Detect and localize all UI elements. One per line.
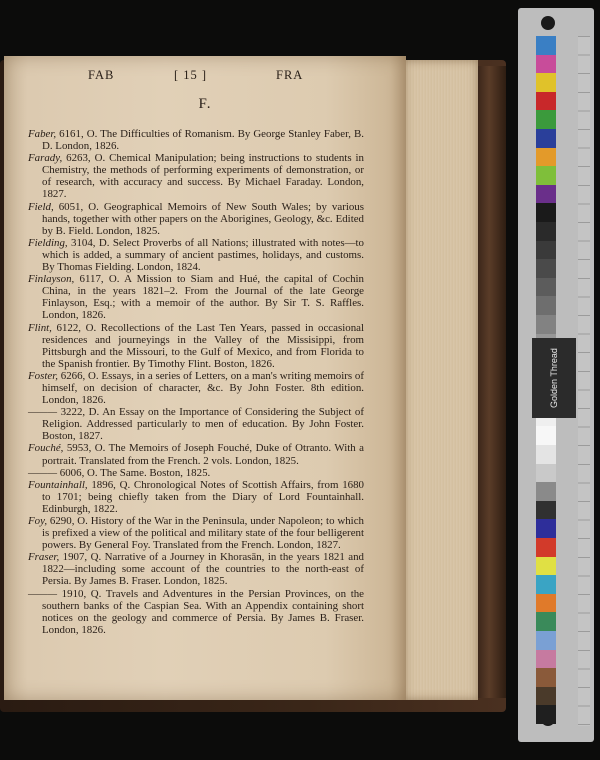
color-patch xyxy=(536,73,556,92)
color-patch xyxy=(536,650,556,669)
entry-description: 3104, D. Select Proverbs of all Nations; illustrated with notes—to which is added, a summary of ancient pastimes, holidays, and customs. By Thomas Fielding. London, 1824. xyxy=(42,236,364,274)
entry-author: ——— xyxy=(28,587,58,600)
catalogue-entry xyxy=(28,370,364,406)
entry-description: 1907, Q. Narrative of a Journey in Khorasān, in the years 1821 and 1822—including some account of the countries to the north-east of Persia. By James B. Fraser. London, 1825. xyxy=(42,551,364,588)
entry-description: 6122, O. Recollections of the Last Ten Years, passed in occasional residences and journeyings in the Valley of the Missisippi, from Pittsburgh and the Missouri, to the Gulf of Mexico, and from Florida to the Spanish frontier. By Timothy Flint. Boston, 1826. xyxy=(42,321,364,370)
color-patch xyxy=(536,129,556,148)
entry-author: ——— xyxy=(28,406,58,419)
entry-description: 3222, D. An Essay on the Importance of Considering the Subject of Religion. Addressed particularly to men of education. By John Foster. Boston, 1827. xyxy=(42,406,364,443)
catalogue-entries xyxy=(28,128,364,636)
color-patch xyxy=(536,278,556,297)
checker-label: Golden Thread xyxy=(532,338,576,418)
catalogue-entry xyxy=(28,273,364,321)
color-patch xyxy=(536,519,556,538)
running-head-right: FRA xyxy=(276,68,304,82)
entry-description: 6161, O. The Difficulties of Romanism. By George Stanley Faber, B. D. London, 1826. xyxy=(42,128,364,153)
entry-author: Foy, xyxy=(28,515,48,527)
color-patch xyxy=(536,166,556,185)
color-patch xyxy=(536,445,556,464)
color-patch xyxy=(536,464,556,483)
color-patch xyxy=(536,594,556,613)
catalogue-entry xyxy=(28,551,364,587)
entry-description: 6051, O. Geographical Memoirs of New South Wales; by various hands, together with other papers on the Aborigines, Geology, &c. Edited by B. Field. London, 1825. xyxy=(42,200,364,237)
entry-description: 6006, O. The Same. Boston, 1825. xyxy=(57,466,211,479)
catalogue-entry xyxy=(28,588,364,636)
running-head-left: FAB xyxy=(88,68,115,82)
catalogue-entry xyxy=(28,128,364,152)
color-patch xyxy=(536,55,556,74)
catalogue-entry xyxy=(28,515,364,551)
catalogue-entry xyxy=(28,467,364,479)
running-head xyxy=(4,68,406,88)
color-patch xyxy=(536,482,556,501)
entry-description: 6117, O. A Mission to Siam and Hué, the capital of Cochin China, in the years 1821–2. From the Journal of the late George Finlayson, Esq.; with a memoir of the author. By Sir T. S. Raffles. London, 1826. xyxy=(42,273,364,322)
color-patch xyxy=(536,296,556,315)
entry-author: Fouché, xyxy=(28,442,64,455)
color-patch xyxy=(536,203,556,222)
entry-description: 1910, Q. Travels and Adventures in the Persian Provinces, on the southern banks of the Caspian Sea. With an Appendix containing short notices on the geology and commerce of Persia. By James B. Fraser. London, 1826. xyxy=(42,587,364,636)
color-patch xyxy=(536,222,556,241)
color-patch xyxy=(536,557,556,576)
entry-author: Farady, xyxy=(28,152,63,165)
entry-author: Finlayson, xyxy=(28,273,75,286)
entry-author: Faber, xyxy=(28,128,57,140)
color-patch xyxy=(536,538,556,557)
color-patch xyxy=(536,668,556,687)
catalogue-entry xyxy=(28,322,364,370)
catalogue-entry xyxy=(28,237,364,273)
catalogue-entry xyxy=(28,406,364,442)
page-number: [ 15 ] xyxy=(174,68,208,82)
entry-author: Fountainhall, xyxy=(28,478,88,491)
entry-description: 6290, O. History of the War in the Peninsula, under Napoleon; to which is prefixed a view of the political and military state of the four belligerent powers. By General Foy. Translated from the French. London, 1827. xyxy=(42,515,364,552)
color-patch xyxy=(536,148,556,167)
color-patch xyxy=(536,36,556,55)
color-patch xyxy=(536,185,556,204)
patch-values-column xyxy=(578,36,590,726)
color-patch xyxy=(536,110,556,129)
color-patch xyxy=(536,426,556,445)
color-patch xyxy=(536,315,556,334)
book-spine xyxy=(478,66,506,698)
color-patch xyxy=(536,705,556,724)
entry-description: 5953, O. The Memoirs of Joseph Fouché, Duke of Otranto. With a portrait. Translated from the French. 2 vols. London, 1825. xyxy=(42,442,364,467)
color-patch xyxy=(536,575,556,594)
catalogue-entry xyxy=(28,152,364,200)
color-patch xyxy=(536,612,556,631)
section-letter: F. xyxy=(198,96,212,112)
entry-author: Field, xyxy=(28,200,54,213)
color-patch xyxy=(536,501,556,520)
entry-author: ——— xyxy=(28,466,58,479)
color-patch xyxy=(536,631,556,650)
color-patch xyxy=(536,259,556,278)
catalogue-entry xyxy=(28,201,364,237)
entry-description: 6263, O. Chemical Manipulation; being instructions to students in Chemistry, the methods of performing experiments of demonstration, or of research, with accuracy and success. By Michael Faraday. London, 1827. xyxy=(42,152,364,201)
catalogue-entry xyxy=(28,442,364,466)
color-patch xyxy=(536,92,556,111)
book-page xyxy=(4,56,406,700)
entry-author: Flint, xyxy=(28,321,52,334)
entry-description: 1896, Q. Chronological Notes of Scottish Affairs, from 1680 to 1701; being chiefly taken from the Diary of Lord Fountainhall. Edinburgh, 1822. xyxy=(42,478,364,515)
catalogue-entry xyxy=(28,479,364,515)
entry-author: Fraser, xyxy=(28,551,60,564)
color-checker-strip xyxy=(518,8,594,742)
page-edges xyxy=(404,60,478,700)
color-patch xyxy=(536,687,556,706)
color-patch xyxy=(536,241,556,260)
entry-author: Foster, xyxy=(28,369,58,382)
entry-description: 6266, O. Essays, in a series of Letters, on a man's writing memoirs of himself, on decision of character, &c. By John Foster. 8th edition. London, 1826. xyxy=(42,369,364,407)
punch-hole-top xyxy=(541,16,555,30)
entry-author: Fielding, xyxy=(28,236,68,249)
